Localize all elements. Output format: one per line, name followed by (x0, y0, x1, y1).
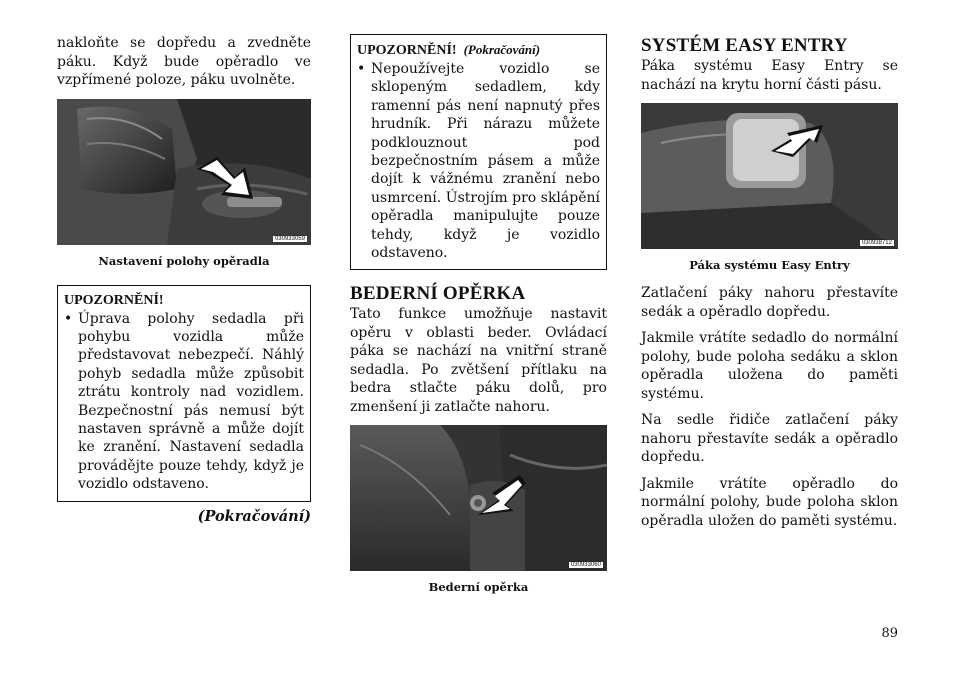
easy-entry-paragraph-4: Jakmile vrátíte opěradlo do normální polohy, bude poloha sklon opěradla uložen do paměti systému. (641, 475, 898, 529)
figure-code: 030933059 (274, 235, 305, 242)
warning-title (357, 41, 600, 60)
continued-label: (Pokračování) (197, 507, 311, 525)
easy-entry-photo (641, 103, 898, 249)
lumbar-photo (350, 425, 607, 571)
warning-box (57, 285, 311, 502)
bullet-icon: • (64, 310, 73, 327)
figure-code: 030938712 (861, 240, 892, 246)
warning-text: Nepoužívejte vozidlo se sklopeným sedadlem, kdy ramenní pás není napnutý přes hrudník. Při nárazu můžete podklouznout pod bezpečnostním pásem a může dojít k vážnému zranění nebo usmrcení. Ústrojím pro sklápění opěradla manipulujte pouze tehdy, když je vozidlo odstaveno. (371, 61, 600, 262)
warning-title-text: UPOZORNĚNÍ! (357, 43, 457, 58)
easy-entry-paragraph-1: Zatlačení páky nahoru přestavíte sedák a opěradlo dopředu. (641, 285, 898, 320)
warning-title: UPOZORNĚNÍ! (64, 292, 164, 308)
lumbar-paragraph: Tato funkce umožňuje nastavit opěru v oblasti beder. Ovládací páka se nachází na vnitřní straně sedadla. Po zvětšení přítlaku na bedra stlačte páku dolů, pro zmenšení ji zatlačte nahoru. (350, 306, 607, 415)
warning-title-suffix: (Pokračování) (463, 42, 541, 57)
warning-text: Úprava polohy sedadla při pohybu vozidla může představovat nebezpečí. Náhlý pohyb sedadla může způsobit ztrátu kontroly nad vozidlem. Bezpečnostní pás nemusí být nastaven správně a může dojít ke zranění. Nastavení sedadla provádějte pouze tehdy, když je vozidlo odstaveno. (78, 310, 304, 493)
column-middle (350, 34, 607, 594)
easy-entry-paragraph-2: Jakmile vrátíte sedadlo do normální polohy, bude poloha sedáku a sklon opěradla uložena do paměti systému. (641, 330, 898, 402)
column-right (641, 34, 898, 530)
figure-caption: Bederní opěrka (428, 580, 529, 595)
easy-entry-paragraph-3: Na sedle řidiče zatlačení páky nahoru přestavíte sedák a opěradlo dopředu. (641, 412, 898, 465)
page-number: 89 (881, 626, 898, 641)
figure-caption: Páka systému Easy Entry (689, 258, 850, 272)
easy-entry-illustration (641, 103, 898, 249)
column-left (57, 34, 311, 525)
seat-recline-photo (57, 99, 311, 245)
warning-bullet-item (64, 310, 304, 494)
warning-bullet-item (357, 60, 600, 262)
intro-paragraph: nakloňte se dopředu a zvedněte páku. Když bude opěradlo ve vzpřímené poloze, páku uvolněte. (57, 35, 311, 88)
section-heading-lumbar: BEDERNÍ OPĚRKA (350, 283, 526, 305)
bullet-icon: • (357, 61, 366, 77)
section-heading-easy-entry: SYSTÉM EASY ENTRY (641, 35, 848, 56)
figure-code: 030933060 (570, 562, 601, 569)
seat-recline-illustration (57, 99, 311, 245)
figure-caption: Nastavení polohy opěradla (98, 253, 270, 268)
warning-box-continued (350, 34, 607, 270)
lumbar-illustration (350, 425, 607, 571)
easy-entry-intro: Páka systému Easy Entry se nachází na krytu horní části pásu. (641, 58, 898, 93)
